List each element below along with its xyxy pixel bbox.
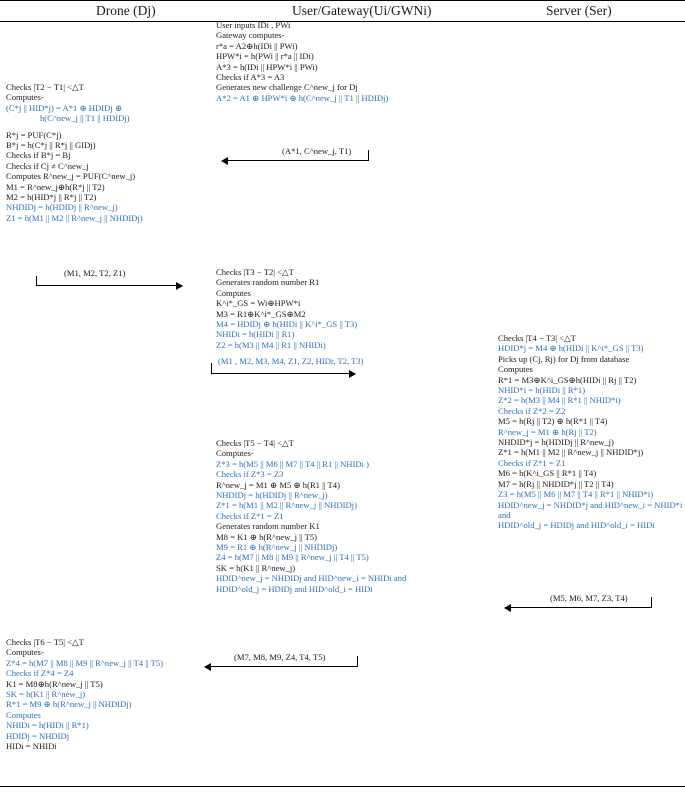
message-5-arrow [205,666,358,667]
step-line: R*j = PUF(C*j) [6,129,62,140]
message-3-tick [211,363,212,373]
step-line: Checks |T4 − T3| <△T [498,333,576,343]
step-line: and [498,509,511,520]
message-5-label: (M7, M8, M9, Z4, T4, T5) [234,652,326,662]
user-session-key-block [216,438,406,594]
step-line: Computes- [216,448,254,459]
step-line: NHID*i = h(HIDi || R*1) [498,385,586,396]
table-header [0,0,685,22]
message-1-label: (A*1, C^new_j, T1) [282,146,352,156]
step-line: SK = h(K1 || R^new_j) [6,689,86,700]
step-line: HIDi = NHIDi [6,741,57,752]
step-line: M6 = h(K^i_GS || R*1 || T4) [498,468,597,479]
drone-session-key-block [6,637,163,751]
step-line: (C*j || HID*j) = A*1 ⊕ HDIDj ⊕ [6,102,123,113]
step-line: M9 = R1 ⊕ h(R^new_j || NHDIDj) [216,542,338,553]
step-line: Checks if Z*1 = Z1 [216,510,284,521]
step-line: Computes [6,709,41,720]
step-line: Checks if Z*4 = Z4 [6,668,74,679]
step-line: Z*1 = h(M1 || M2 || R^new_j || NHDID*j) [498,447,644,458]
step-line: Z2 = h(M3 || M4 || R1 || NHIDi) [216,339,326,350]
step-line: Checks if A*3 = A3 [216,72,285,83]
message-2-label: (M1, M2, T2, Z1) [64,268,126,278]
step-line: Checks |T2 − T1| <△T [6,82,84,92]
drone-verification-block [6,82,143,223]
step-line: R*1 = M3⊕K^i_GS⊕h(HIDi || Rj || T2) [498,374,637,385]
step-line: HDID*j = M4 ⊕ h(HIDi || K^i*_GS || T3) [498,343,644,354]
step-line: NHDIDj = h(HDIDj || R^new_j) [216,490,328,501]
step-line: User inputs IDi , PWi [216,20,291,30]
step-line: SK = h(K1 || R^new_j) [216,562,296,573]
step-line: Checks |T5 − T4| <△T [216,438,294,448]
step-line: M1 = R^new_j⊕h(R*j || T2) [6,181,105,192]
step-line: NHDIDj = h(HDIDj || R^new_j) [6,202,118,213]
step-line: Z4 = h(M7 || M8 || M9 || R^new_j || T4 || T5) [216,552,369,563]
server-verification-block [498,333,682,531]
step-line: NHDID*j = h(HDIDj || R^new_j) [498,437,614,448]
step-line: Generates random number R1 [216,277,320,288]
step-line: B*j = h(C*j || R*j || GIDj) [6,140,96,151]
user-gateway-column-header: User/Gateway(Ui/GWNi) [292,3,432,18]
step-line: HDID^old_j = HDIDj and HID^old_i = HIDi [498,520,655,531]
message-4-label: (M5, M6, M7, Z3, T4) [550,593,628,603]
step-line: M2 = h(HID*j || R*j || T2) [6,192,97,203]
step-line: HDID^new_j = NHDIDj and HID^new_i = NHIDi and [216,573,407,584]
step-line: Z1 = h(M1 || M2 || R^new_j || NHDIDj) [6,212,143,223]
step-line: Z*2 = h(M3 || M4 || R*1 || NHID*i) [498,395,621,406]
step-line: NHIDi = h(HIDi || R1) [216,329,295,340]
step-line: HDIDj = NHDIDj [6,730,70,741]
step-line: Z3 = h(M5 || M6 || M7 || T4 || R*1 || NHID*i) [498,489,654,500]
step-line: Checks if Z*3 = Z3 [216,469,284,480]
step-line: M8 = K1 ⊕ h(R^new_j || T5) [216,531,317,542]
user-login-block [216,20,388,103]
step-line: K1 = M8⊕h(R^new_j || T5) [6,678,103,689]
step-line: Computes R^new_j = PUF(C^new_j) [6,171,136,182]
step-line: Gateway computes- [216,30,285,41]
user-request-block [216,267,357,350]
step-line: Checks if Z*1 = Z1 [498,457,566,468]
message-5-tick [357,656,358,666]
step-line: A*3 = h(IDi || HPW*i || PWi) [216,61,318,72]
step-line: M5 = h(Rj || T2) ⊕ h(R*1 || T4) [498,416,608,427]
step-line: Generates new challenge C^new_j for Dj [216,82,358,93]
step-line: Checks |T6 − T5| <△T [6,637,84,647]
step-line: Z*1 = h(M1 || M2 || R^new_j || NHDIDj) [216,500,357,511]
step-line: h(C^new_j || T1 || HDIDj) [40,113,130,124]
message-3-arrow [211,373,355,374]
step-line: Computes- [6,647,44,658]
step-line: HDID^new_j = NHDID*j and HID^new_i = NHID*i [498,499,683,510]
step-line: Picks up (Cj, Rj) for Dj from database [498,353,630,364]
message-1-tick [368,150,369,160]
step-line: K^i*_GS = Wi⊕HPW*i [216,298,301,309]
message-4-arrow [505,607,652,608]
step-line: Computes [216,287,251,298]
step-line: Generates random number K1 [216,521,320,532]
message-1-arrow [222,160,369,161]
step-line: Checks if Z*2 = Z2 [498,405,566,416]
step-line: R^new_j = M1 ⊕ h(Rj || T2) [498,426,597,437]
step-line: HPW*i = h(PWi || r*a || IDi) [216,51,314,62]
step-line: r*a = A2⊕h(IDi || PWi) [216,40,298,51]
table-bottom-rule [0,786,685,787]
step-line: M7 = h(Rj || NHDID*j || T2 || T4) [498,478,614,489]
step-line: HDID^old_j = HDIDj and HID^old_i = HIDi [216,583,373,594]
step-line: A*2 = A1 ⊕ HPW*i ⊕ h(C^new_j || T1 || HDIDj) [216,92,389,103]
step-line: Z*4 = h(M7 || M8 || M9 || R^new_j || T4 || T5) [6,657,164,668]
message-3-label: (M1 , M2, M3, M4, Z1, Z2, HIDi, T2, T3) [218,356,364,366]
step-line: R^new_j = M1 ⊕ M5 ⊕ h(R1 || T4) [216,479,340,490]
drone-column-header: Drone (Dj) [96,3,156,18]
step-line: M3 = R1⊕K^i*_GS⊕M2 [216,308,306,319]
message-2-arrow [36,285,182,286]
step-line: Computes- [6,92,44,103]
step-line: M4 = HDIDj ⊕ h(HIDi || K^i*_GS || T3) [216,319,358,330]
step-line: Computes [498,364,533,375]
server-column-header: Server (Ser) [546,3,612,18]
step-line: Checks if Cj ≠ C^new_j [6,160,89,171]
step-line: Checks if B*j = Bj [6,150,71,161]
message-4-tick [651,597,652,607]
step-line: Checks |T3 − T2| <△T [216,267,294,277]
step-line: R*1 = M9 ⊕ h(R^new_j || NHDIDj) [6,699,132,710]
step-line: Z*3 = h(M5 || M6 || M7 || T4 || R1 || NHIDi ) [216,458,369,469]
step-line: NHIDi = h(HIDi || R*1) [6,720,89,731]
